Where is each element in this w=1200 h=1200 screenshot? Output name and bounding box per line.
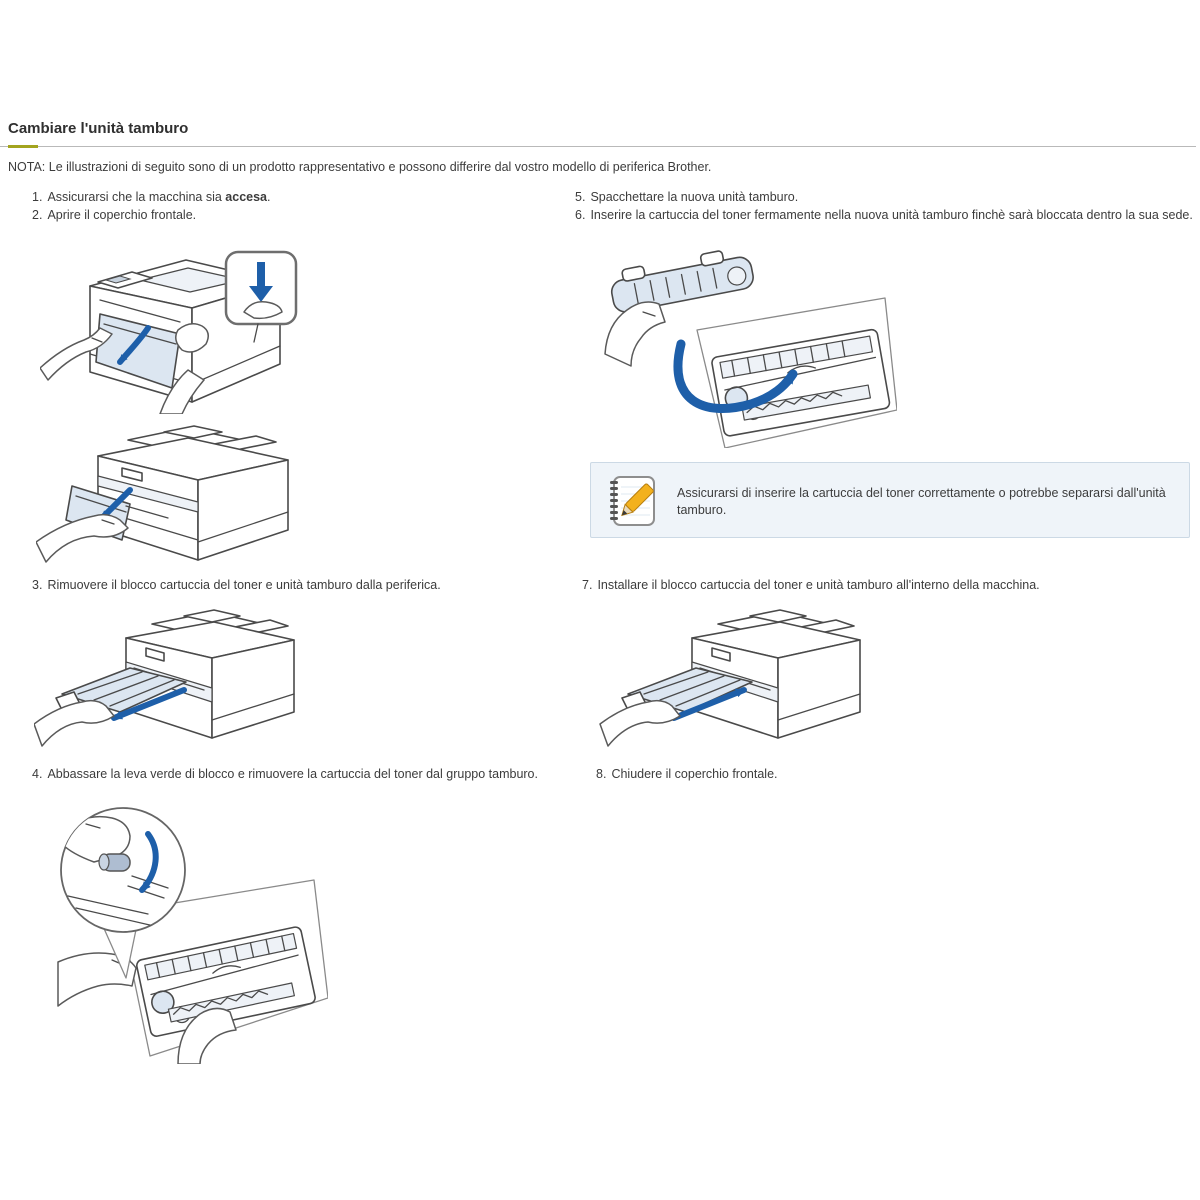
notebook-pencil-icon	[605, 473, 661, 534]
step-8: 8. Chiudere il coperchio frontale.	[596, 767, 778, 781]
step6-insert-cartridge-figure	[585, 234, 897, 448]
step-7: 7. Installare il blocco cartuccia del toner e unità tamburo all'interno della macchina.	[582, 578, 1040, 592]
step-1: 1. Assicurarsi che la macchina sia accesa.	[32, 190, 271, 204]
step-6: 6. Inserire la cartuccia del toner fermamente nella nuova unità tamburo finchè sarà bloccata dentro la sua sede.	[575, 208, 1193, 222]
step-5-number: 5.	[575, 190, 586, 204]
page-title: Cambiare l'unità tamburo	[8, 120, 189, 137]
mfc-open-cover-illustration	[36, 420, 302, 570]
note-box-text: Assicurarsi di inserire la cartuccia del toner correttamente o potrebbe separarsi dall'unità tamburo.	[677, 486, 1166, 517]
step-7-number: 7.	[582, 578, 593, 592]
step2-printer-open-cover-figure	[40, 238, 310, 414]
step3-remove-assembly-figure	[34, 606, 304, 762]
step-8-number: 8.	[596, 767, 607, 781]
printer-open-cover-illustration	[40, 238, 310, 414]
step2-mfc-open-cover-figure	[36, 420, 302, 570]
step-3-number: 3.	[32, 578, 43, 592]
title-divider-accent	[8, 145, 38, 148]
remove-toner-drum-illustration	[34, 606, 304, 762]
title-divider	[0, 146, 1196, 147]
note-line: NOTA: Le illustrazioni di seguito sono di un prodotto rappresentativo e possono differire dal vostro modello di periferica Brother.	[8, 160, 712, 174]
install-toner-drum-illustration	[596, 606, 870, 762]
drum-lever-callout-illustration	[28, 792, 328, 1064]
step-6-number: 6.	[575, 208, 586, 222]
step-1-number: 1.	[32, 190, 43, 204]
step-3: 3. Rimuovere il blocco cartuccia del toner e unità tamburo dalla periferica.	[32, 578, 441, 592]
step-2-number: 2.	[32, 208, 43, 222]
step-5: 5. Spacchettare la nuova unità tamburo.	[575, 190, 799, 204]
step-4-number: 4.	[32, 767, 43, 781]
step-4: 4. Abbassare la leva verde di blocco e rimuovere la cartuccia del toner dal gruppo tamburo.	[32, 767, 538, 781]
step4-lock-lever-figure	[28, 792, 328, 1064]
note-box	[590, 462, 1190, 538]
step7-install-assembly-figure	[596, 606, 870, 762]
toner-into-drum-illustration	[585, 234, 897, 448]
step-2: 2. Aprire il coperchio frontale.	[32, 208, 197, 222]
